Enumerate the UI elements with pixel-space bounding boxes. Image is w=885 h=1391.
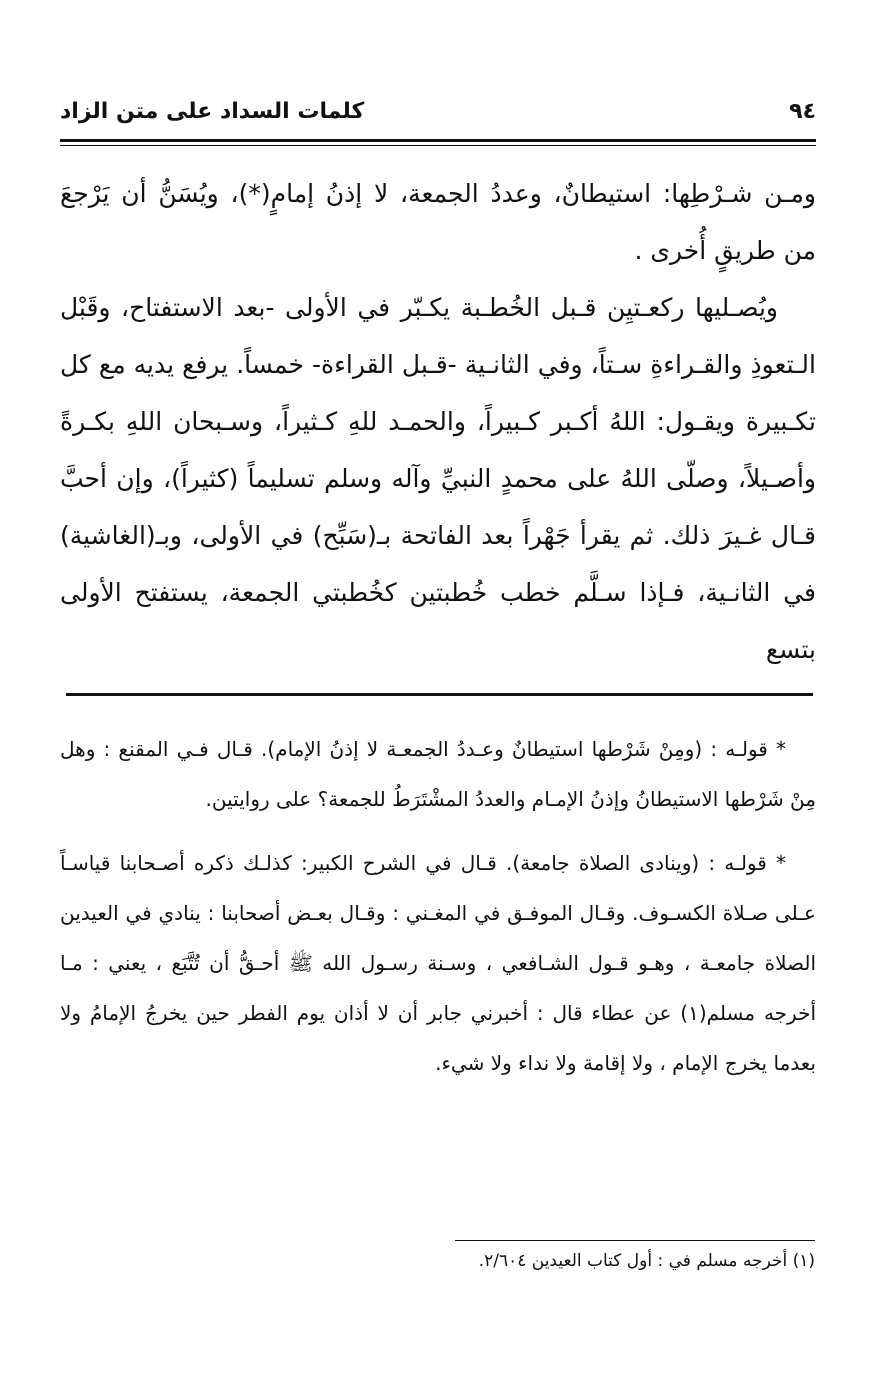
main-paragraph: ومـن شـرْطِها: استيطانٌ، وعددُ الجمعة، لا إذنُ إمامٍ(*)، ويُسَنُّ أن يَرْجعَ من طريقٍ أُخرى .: [60, 179, 816, 265]
main-text: [60, 165, 816, 678]
note-paragraph: * قولـه : (وينادى الصلاة جامعة). قـال في الشرح الكبير: كذلـك ذكره أصـحابنا قياسـاً عـلى صـلاة الكسـوف. وقـال الموفـق في المغـني : وقـال بعـض أصحابنا : ينادي في العيدين الصلاة جامعـة ، وهـو قـول الشـافعي ، وسـنة رسـول الله ﷺ أحـقُّ أن تُتَّبَع ، يعني : مـا أخرجه مسلم(١) عن عطاء قال : أخبرني جابر أن لا أذان يوم الفطر حين يخرجُ الإمامُ ولا بعدما يخرج الإمام ، ولا إقامة ولا نداء ولا شيء.: [60, 851, 817, 1075]
header-rule-thin: [60, 145, 816, 146]
note-paragraph: * قولـه : (ومِنْ شَرْطها استيطانٌ وعـددُ الجمعـة لا إذنُ الإمام). قـال فـي المقنع : وهل مِنْ شَرْطها الاستيطانُ وإذنُ الإمـام والعددُ المشْتَرَطُ للجمعة؟ على روايتين.: [60, 737, 816, 811]
footnote-divider: [455, 1240, 815, 1241]
running-title: كلمات السداد على متن الزاد: [60, 99, 365, 124]
commentary-notes: [60, 724, 816, 1088]
page-number: ٩٤: [789, 99, 816, 124]
header-rule: [60, 139, 816, 142]
notes-divider: [66, 693, 813, 696]
footnote: (١) أخرجه مسلم في : أول كتاب العيدين ٢/٦٠٤.: [478, 1251, 815, 1271]
page-header: [60, 95, 816, 135]
main-paragraph: ويُصـليها ركعـتيِن قـبل الخُطـبة يكـبّر في الأولى -بعد الاستفتاح، وقَبْل الـتعوذِ والقـراءةِ سـتاً، وفي الثانـية -قـبل القراءة- خمساً. يرفع يديه مع كل تكـبيرة ويقـول: اللهُ أكـبر كـبيراً، والحمـد للهِ كـثيراً، وسـبحان اللهِ بكـرةً وأصـيلاً، وصلّى اللهُ على محمدٍ النبيِّ وآله وسلم تسليماً (كثيراً)، وإن أحبَّ قـال غـيرَ ذلك. ثم يقرأ جَهْراً بعد الفاتحة بـ(سَبِّح) في الأولى، وبـ(الغاشية) في الثانـية، فـإذا سـلَّم خطب خُطبتين كخُطبتي الجمعة، يستفتح الأولى بتسع: [60, 293, 816, 664]
header-bar: [60, 95, 816, 135]
